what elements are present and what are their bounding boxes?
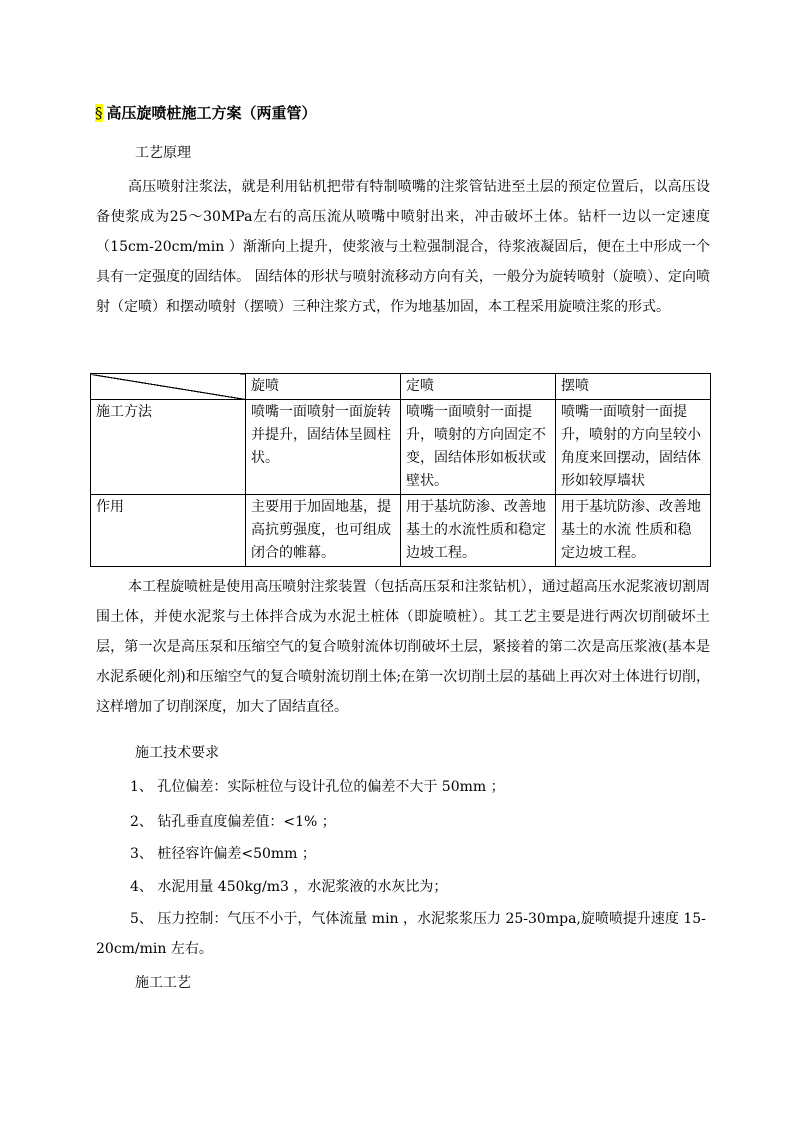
table-cell: 用于基坑防渗、改善地基土的水流性质和稳定边坡工程。 xyxy=(401,495,556,567)
paragraph-process-description: 本工程旋喷桩是使用高压喷射注浆装置（包括高压泵和注浆钻机），通过超高压水泥浆液切割周围土体，并使水泥浆与土体拌合成为水泥土桩体（即旋喷桩）。其工艺主要是进行两次切削破坏土层，第一次是高压泵和压缩空气的复合喷射流体切削破坏土层，紧接着的第二次是高压浆液(基本是水泥系硬化剂)和压缩空气的复合喷射流切削土体;在第一次切削土层的基础上再次对土体进行切削，这样增加了切削深度，加大了固结直径。 xyxy=(96,579,710,715)
table-row xyxy=(91,495,711,567)
table-cell: 喷嘴一面喷射一面提升，喷射的方向呈较小角度来回摆动，固结体形如较厚墙状 xyxy=(556,400,711,495)
requirement-item: 1、 孔位偏差：实际桩位与设计孔位的偏差不大于 50mm ； xyxy=(130,779,505,795)
requirement-item: 2、 钻孔垂直度偏差值：<1% ； xyxy=(130,814,336,830)
table-header-row xyxy=(91,374,711,400)
heading-process-principle: 工艺原理 xyxy=(135,145,191,161)
table-row xyxy=(91,400,711,495)
table-cell: 喷嘴一面喷射一面提升，喷射的方向固定不变，固结体形如板状或壁状。 xyxy=(401,400,556,495)
heading-technical-requirements: 施工技术要求 xyxy=(135,745,219,761)
requirement-item: 5、 压力控制：气压不小于，气体流量 min ，水泥浆浆压力 25-30mpa,旋喷喷提升速度 15-20cm/min 左右。 xyxy=(96,911,706,957)
row-label: 施工方法 xyxy=(91,400,246,495)
title-text: 高压旋喷桩施工方案（两重管） xyxy=(106,104,317,122)
table-header-cell: 旋喷 xyxy=(246,374,401,400)
table-header-cell: 定喷 xyxy=(401,374,556,400)
paragraph-principle: 高压喷射注浆法，就是利用钻机把带有特制喷嘴的注浆管钻进至土层的预定位置后，以高压设备使浆成为25～30MPa左右的高压流从喷嘴中喷射出来，冲击破坏土体。钻杆一边以一定速度（15cm-20cm/min ）渐渐向上提升，使浆液与土粒强制混合，待浆液凝固后，便在土中形成一个具有一定强度的固结体。 固结体的形状与喷射流移动方向有关，一般分为旋转喷射（旋喷）、定向喷射（定喷）和摆动喷射（摆喷）三种注浆方式，作为地基加固，本工程采用旋喷注浆的形式。 xyxy=(96,179,710,315)
table-corner-cell xyxy=(91,374,246,400)
requirement-item: 4、 水泥用量 450kg/m3 ，水泥浆液的水灰比为； xyxy=(130,879,448,895)
row-label: 作用 xyxy=(91,495,246,567)
requirement-item: 3、 桩径容许偏差<50mm ； xyxy=(130,846,316,862)
table-header-cell: 摆喷 xyxy=(556,374,711,400)
document-title xyxy=(95,101,317,125)
table-cell: 用于基坑防渗、改善地基土的水流 性质和稳定边坡工程。 xyxy=(556,495,711,567)
grouting-methods-table xyxy=(90,373,711,567)
heading-construction-process: 施工工艺 xyxy=(135,975,191,991)
table-cell: 主要用于加固地基，提高抗剪强度，也可组成闭合的帷幕。 xyxy=(246,495,401,567)
table-cell: 喷嘴一面喷射一面旋转并提升，固结体呈圆柱状。 xyxy=(246,400,401,495)
section-marker: § xyxy=(95,104,103,122)
